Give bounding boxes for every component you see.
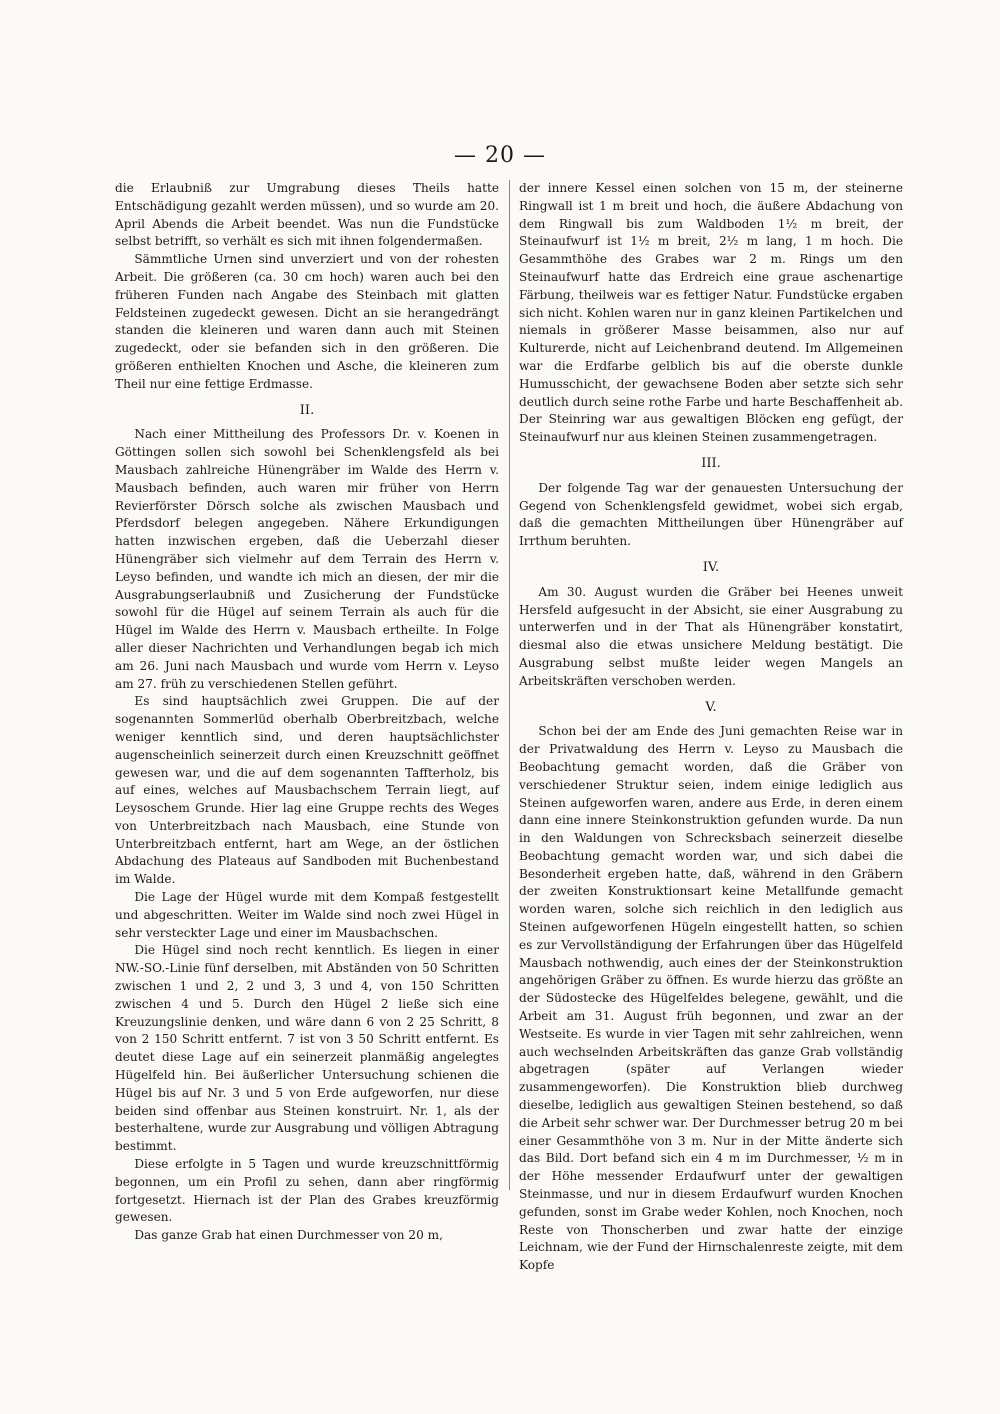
paragraph: Diese erfolgte in 5 Tagen und wurde kreuzschnittförmig begonnen, um ein Profil zu sehen, dann aber ringförmig fortgesetzt. Hiernach ist der Plan des Grabes kreuzförmig gewesen. [115,1157,499,1225]
paragraph: Schon bei der am Ende des Juni gemachten Reise war in der Privatwaldung des Herrn v. Leyso zu Mausbach die Beobachtung gemacht worden, daß die Gräber von verschiedener Struktur seien, indem einige lediglich aus Steinen aufgeworfen waren, andere aus Erde, in deren einem dann eine innere Steinkonstruktion gefunden wurde. Da nun in den Waldungen von Schrecksbach seinerzeit dieselbe Beobachtung gemacht worden war, und sich dabei die Besonderheit ergeben hatte, daß, während in den Gräbern der zweiten Konstruktionsart keine Metallfunde gemacht worden waren, solche sich reichlich in den lediglich aus Steinen aufgeworfenen Hügeln eingestellt hatten, so schien es zur Vervollständigung der Erfahrungen über das Hügelfeld Mausbach nothwendig, auch eines der der Steinkonstruktion angehörigen Gräber zu öffnen. Es wurde hierzu das größte an der Südostecke des Hügelfeldes belegene, gewählt, und die Arbeit am 31. August früh begonnen, und zwar an der Westseite. Es wurde in vier Tagen mit sehr zahlreichen, wenn auch wechselnden Arbeitskräften das ganze Grab vollständig abgetragen (später auf Verlangen wieder zusammengeworfen). Die Konstruktion blieb durchweg dieselbe, lediglich aus gewaltigen Steinen bestehend, so daß die Arbeit sehr schwer war. Der Durchmesser betrug 20 m bei einer Gesammthöhe von 3 m. Nur in der Mitte änderte sich das Bild. Dort befand sich ein 4 m im Durchmesser, ½ m in der Höhe messender Erdaufwurf unter der gewaltigen Steinmasse, und nur in diesem Erdaufwurf wurden Knochen gefunden, sonst im Grabe weder Kohlen, noch Knochen, noch Reste von Thonscherben und zwar hatte der einzige Leichnam, wie der Fund der Hirnschalenreste zeigte, mit dem Kopfe [519,724,903,1273]
page-number: — 20 — [454,143,546,168]
section-heading: V. [705,699,717,715]
paragraph: Nach einer Mittheilung des Professors Dr. v. Koenen in Göttingen sollen sich sowohl bei Schenklengsfeld als bei Mausbach zahlreiche Hünengräber im Walde des Herrn v. Mausbach befinden, auch waren mir früher von Herrn Revierförster Dörsch solche als zwischen Mausbach und Pferdsdorf belegen angegeben. Nähere Erkundigungen hatten inzwischen ergeben, daß die Ueberzahl dieser Hünengräber sich vielmehr auf dem Terrain des Herrn v. Leyso befinden, und wandte ich mich an diesen, der mir die Ausgrabungserlaubniß und Zusicherung der Fundstücke sowohl für die Hügel auf seinem Terrain als auch für die Hügel im Walde des Herrn v. Mausbach ertheilte. In Folge aller dieser Nachrichten und Verhandlungen begab ich mich am 26. Juni nach Mausbach und wurde vom Herrn v. Leyso am 27. früh zu verschiedenen Stellen geführt. [115,427,499,691]
column-divider [509,180,510,1190]
paragraph: die Erlaubniß zur Umgrabung dieses Theils hatte Entschädigung gezahlt werden müssen), und so wurde am 20. April Abends die Arbeit beendet. Was nun die Fundstücke selbst betrifft, so verhält es sich mit ihnen folgendermaßen. [115,181,499,249]
paragraph: Am 30. August wurden die Gräber bei Heenes unweit Hersfeld aufgesucht in der Absicht, sie einer Ausgrabung zu unterwerfen und in der That als Hünengräber konstatirt, diesmal also die etwas unsichere Meldung bestätigt. Die Ausgrabung selbst mußte leider wegen Mangels an Arbeitskräften verschoben werden. [519,584,903,688]
paragraph: Sämmtliche Urnen sind unverziert und von der rohesten Arbeit. Die größeren (ca. 30 cm hoch) waren auch bei den früheren Funden nach Angabe des Steinbach mit glatten Feldsteinen zugedeckt gewesen. Dicht an sie herangedrängt standen die kleineren und waren dann auch mit Steinen zugedeckt, oder sie befanden sich in den größeren. Die größeren enthielten Knochen und Asche, die kleineren zum Theil nur eine fettige Erdmasse. [115,252,499,391]
paragraph: Der folgende Tag war der genauesten Untersuchung der Gegend von Schenklengsfeld gewidmet, wobei sich ergab, daß die gemachten Mittheilungen über Hünengräber auf Irrthum beruhten. [519,480,903,549]
section-heading: IV. [702,559,720,575]
paragraph: Die Hügel sind noch recht kenntlich. Es liegen in einer NW.-SO.-Linie fünf derselben, mit Abständen von 50 Schritten zwischen 1 und 2, 2 und 3, 3 und 4, von 150 Schritten zwischen 4 und 5. Durch den Hügel 2 ließe sich eine Kreuzungslinie denken, und wäre dann 6 von 2 25 Schritt, 8 von 2 150 Schritt entfernt. 7 ist von 3 50 Schritt entfernt. Es deutet diese Lage auf ein seinerzeit planmäßig angelegtes Hügelfeld hin. Bei äußerlicher Untersuchung schienen die Hügel bis auf Nr. 3 und 5 von Erde aufgeworfen, nur diese beiden sind offenbar aus Steinen konstruirt. Nr. 1, als der besterhaltene, wurde zur Ausgrabung und völligen Abtragung bestimmt. [115,943,499,1154]
paragraph: Das ganze Grab hat einen Durchmesser von 20 m, [134,1228,443,1243]
paragraph: der innere Kessel einen solchen von 15 m, der steinerne Ringwall ist 1 m breit und hoch, die äußere Abdachung von dem Ringwall bis zum Waldboden 1½ m breit, der Steinaufwurf ist 1½ m breit, 2½ m lang, 1 m hoch. Die Gesammthöhe des Grabes war 2 m. Rings um den Steinaufwurf hatte das Erdreich eine graue aschenartige Färbung, theilweis war es fettiger Natur. Fundstücke ergaben sich nicht. Kohlen waren nur in ganz kleinen Partikelchen und niemals in größerer Masse beisammen, also nur auf Kulturerde, nicht auf Leichenbrand deutend. Im Allgemeinen war die Erdfarbe gelblich bis auf die oberste dunkle Humusschicht, der gewachsene Boden aber setzte sich sehr deutlich durch seine rothe Farbe und harte Beschaffenheit ab. Der Steinring war aus gewaltigen Blöcken eng gefügt, der Steinaufwurf nur aus kleinen Steinen zusammengetragen. [519,181,903,445]
section-heading: III. [701,455,721,471]
paragraph: Die Lage der Hügel wurde mit dem Kompaß festgestellt und abgeschritten. Weiter im Walde sind noch zwei Hügel in sehr versteckter Lage und einer im Mausbachschen. [115,890,499,940]
right-column [519,180,903,1275]
paragraph: Es sind hauptsächlich zwei Gruppen. Die auf der sogenannten Sommerlüd oberhalb Oberbreitzbach, welche weniger kenntlich sind, und deren hauptsächlichster augenscheinlich seinerzeit durch einen Kreuzschnitt geöffnet gewesen war, und die auf dem sogenannten Taffterholz, bis auf eines, welches auf Mausbachschem Terrain liegt, auf Leysoschem Grunde. Hier lag eine Gruppe rechts des Weges von Unterbreitzbach nach Mausbach, eine Stunde von Unterbreitzbach entfernt, hart am Wege, an der östlichen Abdachung des Plateaus auf Sandboden mit Buchenbestand im Walde. [115,694,499,887]
section-heading: II. [299,402,315,418]
left-column [115,180,499,1245]
